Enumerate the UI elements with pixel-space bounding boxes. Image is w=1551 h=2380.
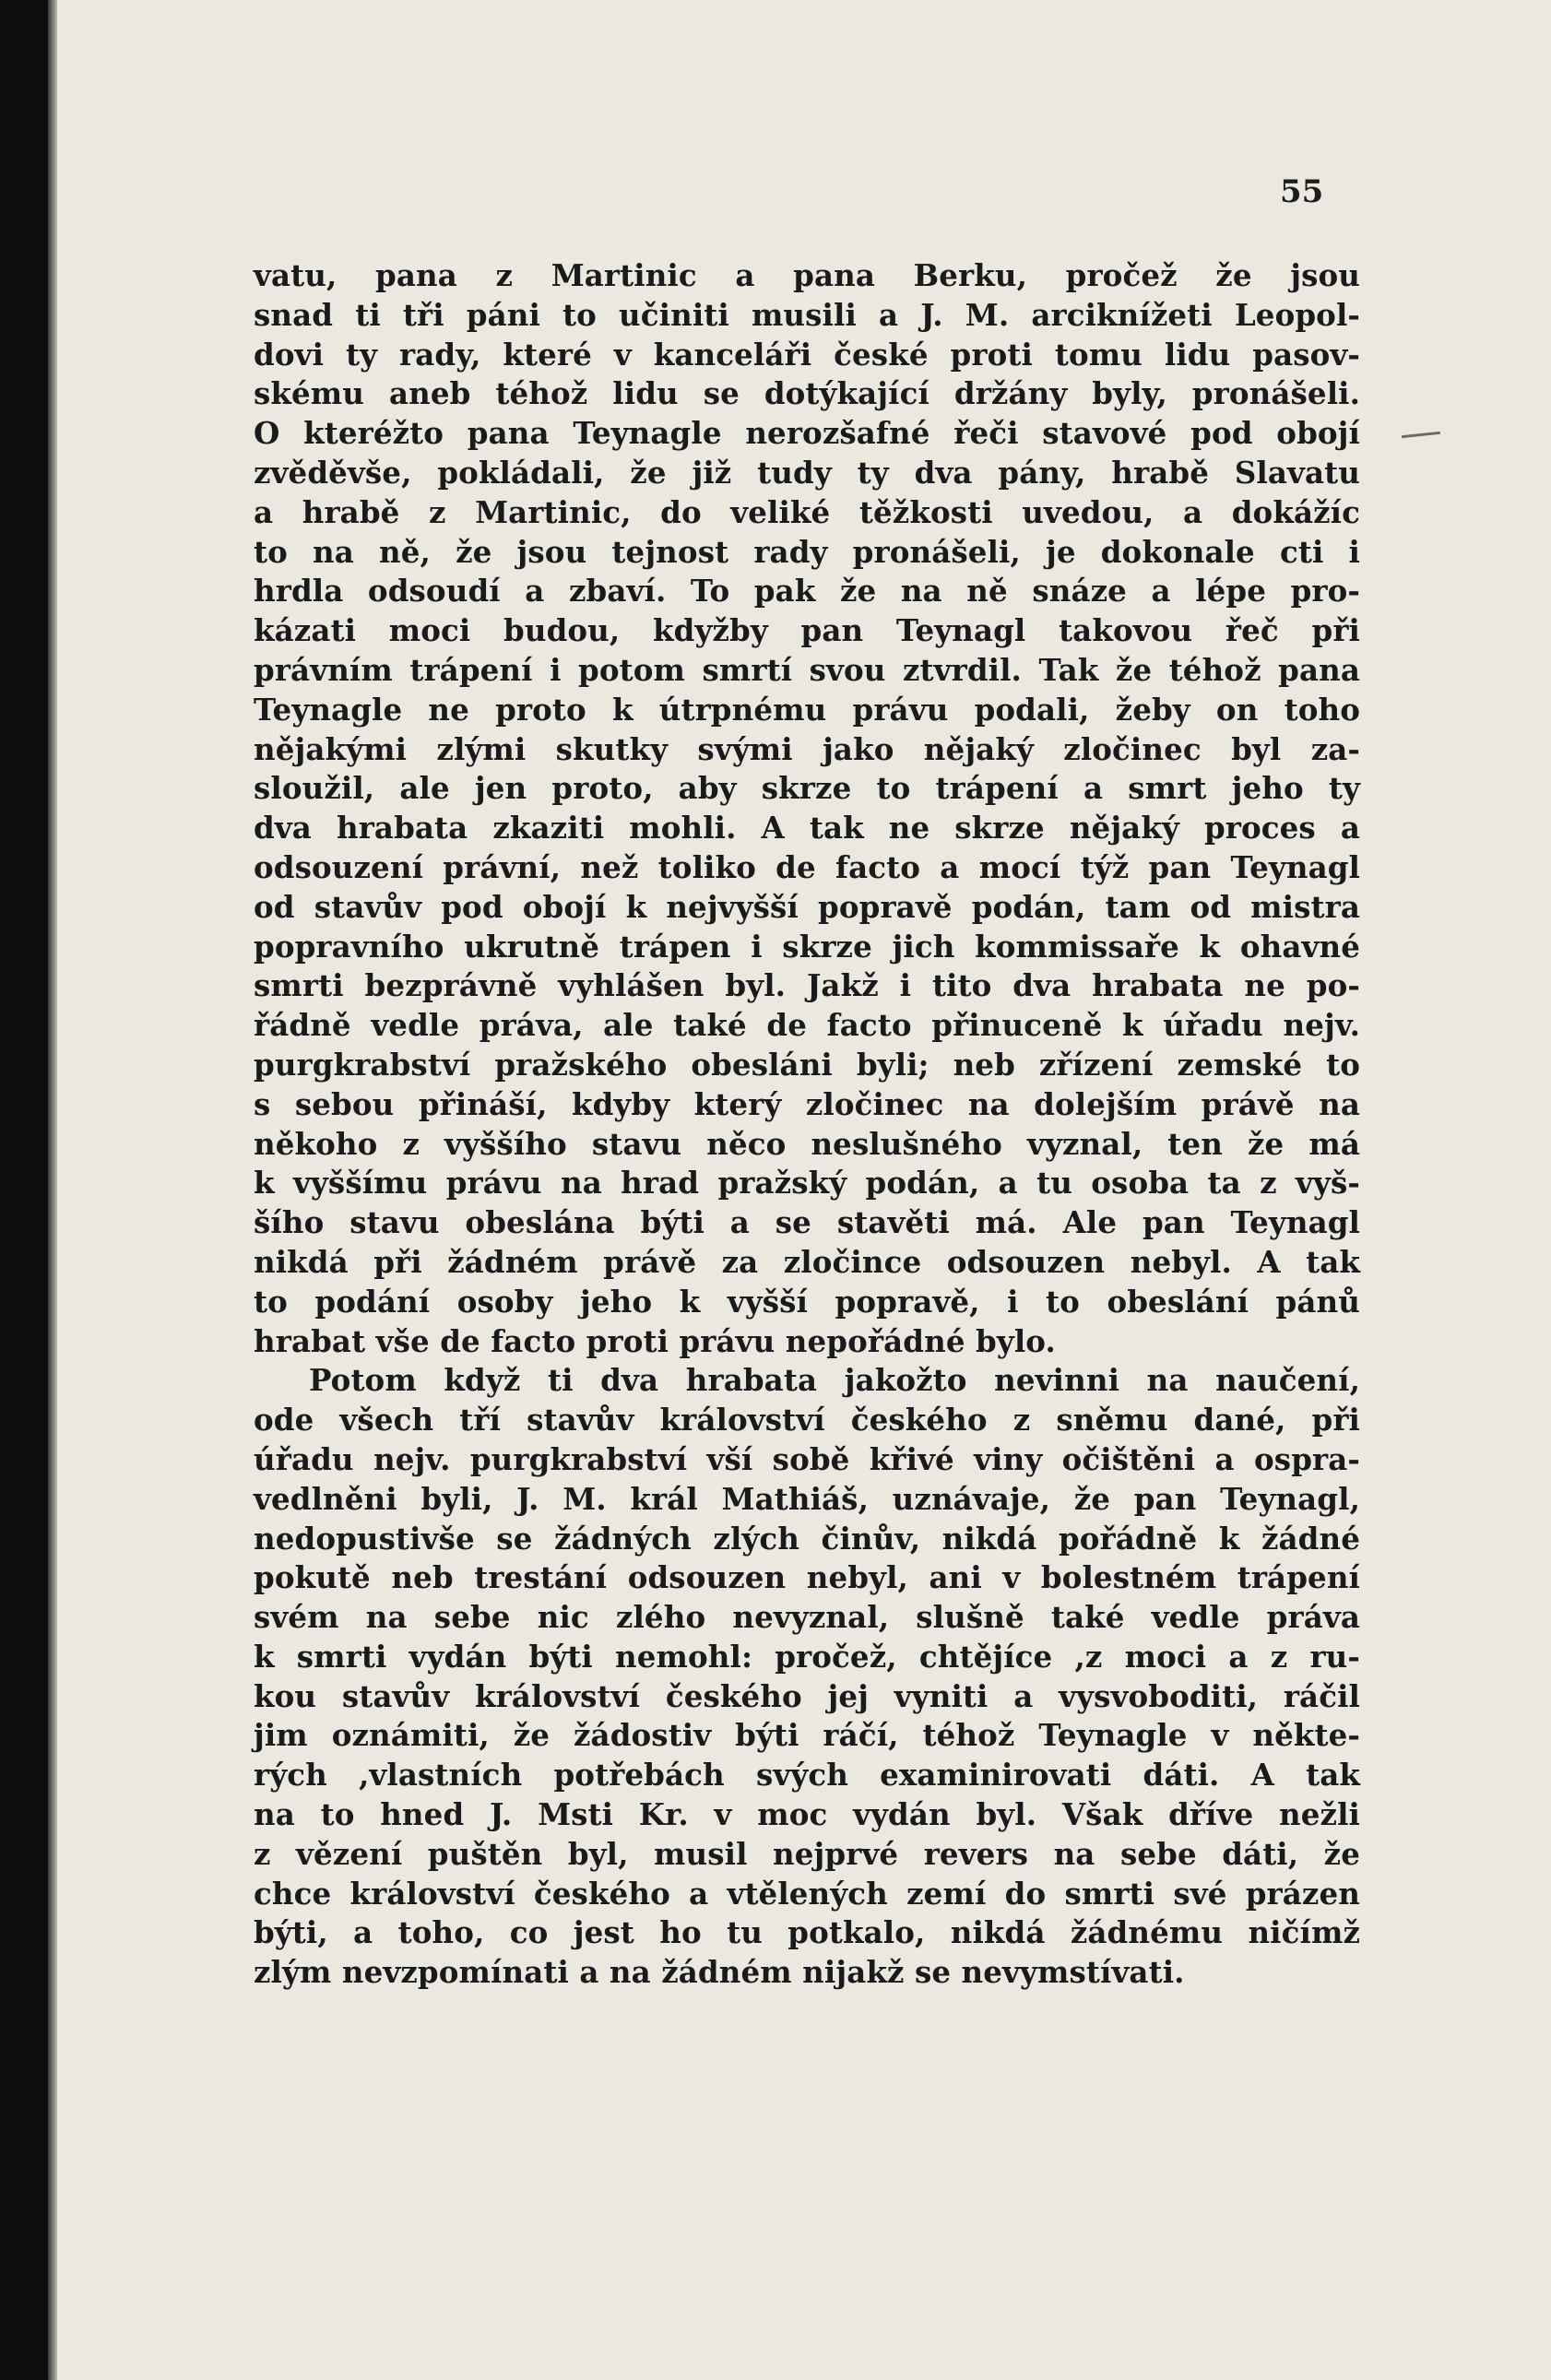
text-line: vatu, pana z Martinic a pana Berku, pročež že jsou [254, 257, 1360, 293]
text-line: svém na sebe nic zlého nevyznal, slušně také vedle práva [254, 1599, 1360, 1636]
text-line: to podání osoby jeho k vyšší popravě, i to obeslání pánů [254, 1283, 1360, 1320]
text-line: od stavův pod obojí k nejvyšší popravě podán, tam od mistra [254, 888, 1360, 925]
text-line: nějakými zlými skutky svými jako nějaký zločinec byl za- [254, 730, 1360, 767]
text-line: purgkrabství pražského obesláni byli; neb zřízení zemské to [254, 1046, 1360, 1083]
text-line: a hrabě z Martinic, do veliké těžkosti uvedou, a dokážíc [254, 493, 1360, 530]
text-line: Potom když ti dva hrabata jakožto nevinni na naučení, [309, 1362, 1360, 1399]
text-line: chce království českého a vtělených zemí do smrti své prázen [254, 1875, 1360, 1912]
text-line: kázati moci budou, kdyžby pan Teynagl takovou řeč při [254, 612, 1360, 649]
text-line: k smrti vydán býti nemohl: pročež, chtějíce ,z moci a z ru- [254, 1638, 1360, 1675]
text-line: Teynagle ne proto k útrpnému právu podali, žeby on toho [254, 691, 1360, 728]
text-line: nikdá při žádném právě za zločince odsouzen nebyl. A tak [254, 1243, 1360, 1280]
text-line: z vězení puštěn byl, musil nejprvé revers na sebe dáti, že [254, 1835, 1360, 1872]
text-line: pokutě neb trestání odsouzen nebyl, ani v bolestném trápení [254, 1559, 1360, 1596]
text-line: někoho z vyššího stavu něco neslušného vyznal, ten že má [254, 1125, 1360, 1162]
text-line: hrabat vše de facto proti právu nepořádné bylo. [254, 1322, 1056, 1359]
text-line: úřadu nejv. purgkrabství vší sobě křivé viny očištěni a ospra- [254, 1440, 1360, 1477]
text-line: zvěděvše, pokládali, že již tudy ty dva pány, hrabě Slavatu [254, 454, 1360, 491]
text-line: popravního ukrutně trápen i skrze jich kommissaře k ohavné [254, 928, 1360, 965]
text-line: ode všech tří stavův království českého z sněmu dané, při [254, 1402, 1360, 1439]
text-line: vedlněni byli, J. M. král Mathiáš, uznávaje, že pan Teynagl, [254, 1480, 1360, 1517]
page-number: 55 [1280, 173, 1324, 210]
text-line: kou stavův království českého jej vyniti a vysvoboditi, ráčil [254, 1677, 1360, 1714]
text-line: nedopustivše se žádných zlých činův, nikdá pořádně k žádné [254, 1520, 1360, 1557]
text-line: snad ti tři páni to učiniti musili a J. M. arciknížeti Leopol- [254, 296, 1360, 333]
text-line: dva hrabata zkaziti mohli. A tak ne skrze nějaký proces a [254, 810, 1360, 847]
text-line: skému aneb téhož lidu se dotýkající držány byly, pronášeli. [254, 375, 1360, 412]
text-line: s sebou přináší, kdyby který zločinec na dolejším právě na [254, 1085, 1360, 1122]
text-line: jim oznámiti, že žádostiv býti ráčí, téhož Teynagle v někte- [254, 1717, 1360, 1754]
text-line: právním trápení i potom smrtí svou ztvrdil. Tak že téhož pana [254, 651, 1360, 688]
text-line: dovi ty rady, které v kanceláři české proti tomu lidu pasov- [254, 336, 1360, 373]
text-line: k vyššímu právu na hrad pražský podán, a tu osoba ta z vyš- [254, 1165, 1360, 1202]
scan-dark-edge [0, 0, 48, 2380]
text-line: smrti bezprávně vyhlášen byl. Jakž i tito dva hrabata ne po- [254, 967, 1360, 1004]
text-line: to na ně, že jsou tejnost rady pronášeli, je dokonale cti i [254, 533, 1360, 570]
scan-edge-gradient [48, 0, 57, 2380]
text-line: rých ,vlastních potřebách svých examinirovati dáti. A tak [254, 1757, 1360, 1794]
text-line: O kteréžto pana Teynagle nerozšafné řeči stavové pod obojí [254, 415, 1360, 452]
text-line: zlým nevzpomínati a na žádném nijakž se nevymstívati. [254, 1954, 1185, 1991]
text-line: na to hned J. Msti Kr. v moc vydán byl. Však dříve nežli [254, 1796, 1360, 1833]
text-line: hrdla odsoudí a zbaví. To pak že na ně snáze a lépe pro- [254, 573, 1360, 610]
body-text [254, 256, 1360, 1993]
text-line: řádně vedle práva, ale také de facto přinuceně k úřadu nejv. [254, 1007, 1360, 1044]
text-line: šího stavu obeslána býti a se stavěti má. Ale pan Teynagl [254, 1204, 1360, 1241]
text-line: odsouzení právní, než toliko de facto a mocí týž pan Teynagl [254, 848, 1360, 885]
text-line: býti, a toho, co jest ho tu potkalo, nikdá žádnému ničímž [254, 1914, 1360, 1951]
text-line: sloužil, ale jen proto, aby skrze to trápení a smrt jeho ty [254, 770, 1360, 807]
